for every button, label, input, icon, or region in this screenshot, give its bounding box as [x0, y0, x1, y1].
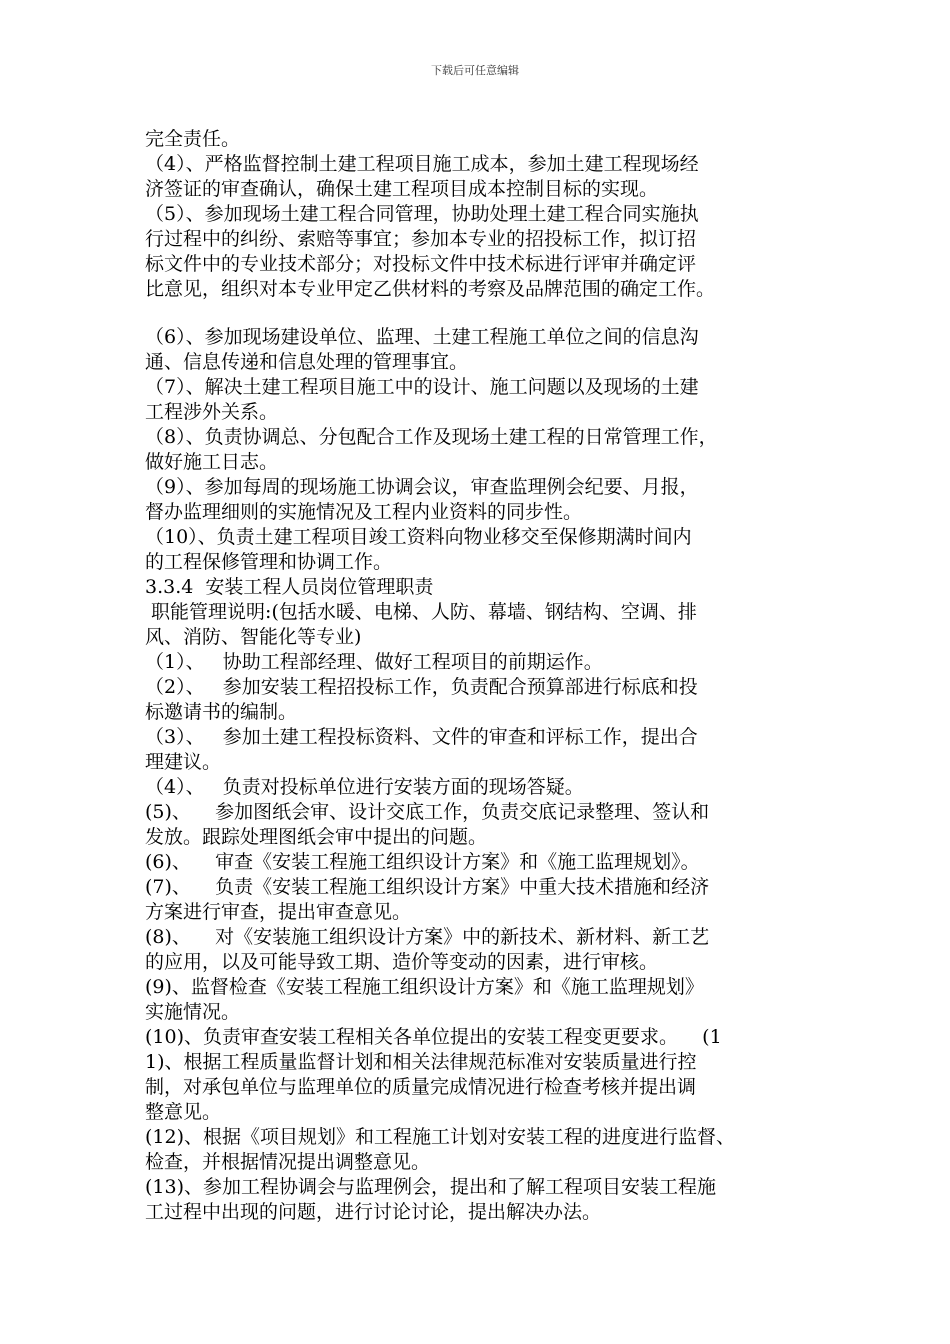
text-line: 的工程保修管理和协调工作。: [145, 551, 393, 573]
text-line: （3）、 参加土建工程投标资料、文件的审查和评标工作，提出合: [145, 726, 698, 748]
text-line: 方案进行审查，提出审查意见。: [145, 901, 412, 923]
text-line: （9）、参加每周的现场施工协调会议，审查监理例会纪要、月报，: [145, 476, 699, 498]
text-line: (6)、 审查《安装工程施工组织设计方案》和《施工监理规划》。: [145, 851, 700, 873]
text-line: 风、消防、智能化等专业): [145, 626, 362, 648]
text-line: （7）、解决土建工程项目施工中的设计、施工问题以及现场的土建: [145, 376, 699, 398]
text-line: （8）、负责协调总、分包配合工作及现场土建工程的日常管理工作，: [145, 426, 718, 448]
paragraph-gap: [145, 302, 825, 325]
text-line: 职能管理说明:(包括水暖、电梯、人防、幕墙、钢结构、空调、排: [145, 601, 697, 623]
text-line: 检查，并根据情况提出调整意见。: [145, 1151, 431, 1173]
text-line: (8)、 对《安装施工组织设计方案》中的新技术、新材料、新工艺: [145, 926, 710, 948]
text-line: 制，对承包单位与监理单位的质量完成情况进行检查考核并提出调: [145, 1076, 697, 1098]
text-line: 标文件中的专业技术部分；对投标文件中技术标进行评审并确定评: [145, 253, 697, 275]
text-line: 做好施工日志。: [145, 451, 279, 473]
page-header: 下载后可任意编辑: [431, 64, 519, 77]
text-line: （4）、 负责对投标单位进行安装方面的现场答疑。: [145, 776, 584, 798]
text-line: 工过程中出现的问题，进行讨论讨论，提出解决办法。: [145, 1201, 602, 1223]
text-line: (10)、负责审查安装工程相关各单位提出的安装工程变更要求。 (1: [145, 1026, 722, 1048]
text-line: 通、信息传递和信息处理的管理事宜。: [145, 351, 469, 373]
text-line: 发放。跟踪处理图纸会审中提出的问题。: [145, 826, 488, 848]
text-line: (13)、参加工程协调会与监理例会，提出和了解工程项目安装工程施: [145, 1176, 717, 1198]
text-line: 行过程中的纠纷、索赔等事宜；参加本专业的招投标工作，拟订招: [145, 228, 697, 250]
text-line: （4）、严格监督控制土建工程项目施工成本，参加土建工程现场经: [145, 153, 699, 175]
text-line: （1）、 协助工程部经理、做好工程项目的前期运作。: [145, 651, 603, 673]
text-line: 1)、根据工程质量监督计划和相关法律规范标准对安装质量进行控: [145, 1051, 697, 1073]
text-line: 督办监理细则的实施情况及工程内业资料的同步性。: [145, 501, 583, 523]
section-heading: 3.3.4 安装工程人员岗位管理职责: [145, 576, 434, 598]
text-line: （5）、参加现场土建工程合同管理，协助处理土建工程合同实施执: [145, 203, 699, 225]
text-line: 标邀请书的编制。: [145, 701, 298, 723]
text-line: （2）、 参加安装工程招投标工作，负责配合预算部进行标底和投: [145, 676, 698, 698]
text-line: 比意见，组织对本专业甲定乙供材料的考察及品牌范围的确定工作。: [145, 278, 716, 300]
text-line: 整意见。: [145, 1101, 222, 1123]
text-line: (12)、根据《项目规划》和工程施工计划对安装工程的进度进行监督、: [145, 1126, 736, 1148]
text-line: (9)、监督检查《安装工程施工组织设计方案》和《施工监理规划》: [145, 976, 704, 998]
text-line: 理建议。: [145, 751, 222, 773]
text-line: (5)、 参加图纸会审、设计交底工作，负责交底记录整理、签认和: [145, 801, 710, 823]
document-body: [145, 127, 825, 1225]
text-line: 完全责任。: [145, 128, 241, 150]
text-line: （10）、负责土建工程项目竣工资料向物业移交至保修期满时间内: [145, 526, 692, 548]
text-line: 工程涉外关系。: [145, 401, 279, 423]
text-line: 的应用，以及可能导致工期、造价等变动的因素，进行审核。: [145, 951, 659, 973]
text-line: 实施情况。: [145, 1001, 241, 1023]
text-line: 济签证的审查确认，确保土建工程项目成本控制目标的实现。: [145, 178, 659, 200]
text-line: (7)、 负责《安装工程施工组织设计方案》中重大技术措施和经济: [145, 876, 710, 898]
text-line: （6）、参加现场建设单位、监理、土建工程施工单位之间的信息沟: [145, 326, 699, 348]
